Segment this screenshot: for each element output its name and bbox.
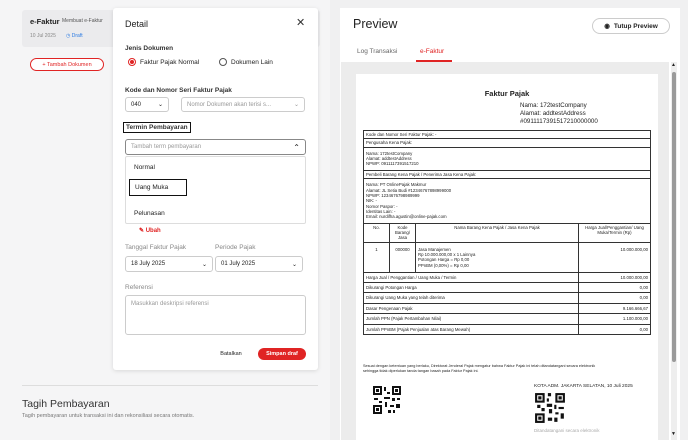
menu-item-pelunasan[interactable]: Pelunasan [134, 210, 165, 217]
close-preview-button[interactable] [592, 18, 670, 34]
close-preview-label: Tutup Preview [613, 22, 658, 30]
table-row [364, 242, 651, 272]
tanggal-value: 18 July 2025 [131, 261, 166, 267]
total-value: 0,00 [579, 283, 651, 293]
referensi-textarea[interactable]: Masukkan deskripsi referensi [125, 295, 306, 335]
jenis-label: Jenis Dokumen [125, 45, 174, 52]
periode-select[interactable] [215, 256, 303, 272]
pembeli-row: Pembeli Barang Kena Pajak / Penerima Jasa Kena Pajak: [364, 170, 651, 178]
buyer-paspor: Nomor Paspor: - [366, 203, 398, 209]
signed-note: Ditandatangani secara elektronik [534, 428, 600, 433]
pengusaha-row: Pengusaha Kena Pajak: [364, 139, 651, 147]
nomor-placeholder: Nomor Dokumen akan terisi s... [187, 101, 272, 108]
chevron-down-icon: ⌄ [201, 261, 207, 268]
menu-item-normal[interactable]: Normal [134, 164, 155, 171]
tanggal-select[interactable] [125, 256, 213, 272]
chevron-down-icon: ⌄ [157, 102, 163, 108]
close-icon[interactable]: ✕ [296, 17, 306, 29]
total-label: Jumlah PPN (Pajak Pertambahan Nilai) [364, 314, 579, 324]
col-nama: Nama Barang Kena Pajak / Jasa Kena Pajak [416, 223, 579, 242]
menu-item-uang-muka[interactable]: Uang Muka [129, 179, 187, 196]
nomor-dokumen-select[interactable] [181, 97, 305, 112]
item-kode: 000000 [390, 242, 416, 272]
item-nama-line: PPnBM (0,00%) = Rp 0,00 [418, 262, 469, 268]
ubah-link[interactable] [139, 227, 161, 234]
sign-place: KOTA ADM. JAKARTA SELATAN, 10 Juli 2025 [534, 384, 633, 389]
clock-icon: ◷ [66, 33, 72, 39]
termin-label: Termin Pembayaran [123, 122, 191, 133]
chevron-up-icon: ⌃ [293, 142, 300, 152]
col-kode: Kode Barang/ Jasa [390, 223, 416, 242]
col-no: No. [364, 223, 390, 242]
kode-value: 040 [131, 101, 142, 108]
efaktur-date: 10 Jul 2025 [30, 33, 56, 39]
buyer-info [364, 179, 651, 224]
total-value: 1.100.000,00 [579, 314, 651, 324]
preview-title: Preview [353, 17, 398, 31]
pkp-alamat: Alamat: addtestAddress [366, 156, 412, 162]
panel-title: Detail [125, 19, 149, 29]
scroll-up-icon[interactable]: ▲ [671, 62, 676, 68]
header-nama: Nama: 172testCompany [520, 102, 587, 109]
faktur-header-info [520, 102, 598, 125]
tab-efaktur[interactable]: e-Faktur [420, 48, 445, 55]
radio-unchecked-icon [219, 58, 227, 66]
status-badge [66, 33, 83, 39]
pkp-info [364, 147, 651, 170]
buyer-email: Email: nurdifha.agustin@online-pajak.com [366, 214, 447, 220]
eye-icon: ◉ [604, 23, 610, 30]
item-harga: 10.000.000,00 [579, 242, 651, 272]
termin-placeholder: Tambah term pembayaran [131, 144, 202, 150]
item-nama-line: Rp 10.000.000,00 x 1 Lainnya [418, 252, 476, 258]
add-document-button[interactable]: + Tambah Dokumen [30, 58, 104, 71]
save-draft-button[interactable]: Simpan draf [258, 348, 306, 360]
pkp-npwp: NPWP: 0911117391517210 [366, 161, 419, 167]
item-nama [416, 242, 579, 272]
qr-code-icon [534, 392, 566, 424]
cancel-button[interactable]: Batalkan [220, 351, 242, 357]
buyer-alamat: Alamat: JL Setia Budi #12346767898999000 [366, 187, 452, 193]
item-nama-line: Jasa Manajemen [418, 246, 451, 252]
efaktur-subtitle: Membuat e-Faktur [62, 18, 103, 24]
total-label: Dikurangi Potongan Harga [364, 283, 579, 293]
kode-label: Kode dan Nomor Seri Faktur Pajak [125, 87, 232, 94]
scroll-down-icon[interactable]: ▼ [671, 431, 676, 437]
chevron-down-icon: ⌄ [293, 102, 299, 108]
total-label: Dikurangi Uang Muka yang telah diterima [364, 293, 579, 303]
periode-value: 01 July 2025 [221, 261, 256, 267]
total-value: 0,00 [579, 324, 651, 334]
kode-select[interactable] [125, 97, 169, 112]
total-value: 0,00 [579, 293, 651, 303]
scrollbar[interactable] [671, 62, 677, 440]
ubah-label: Ubah [145, 228, 161, 234]
buyer-npwp: NPWP: 1234676798989999 [366, 192, 420, 198]
termin-dropdown-menu [125, 156, 306, 224]
radio-checked-icon [128, 58, 136, 66]
total-label: Harga Jual / Penggantian / Uang Muka / Termin [364, 272, 579, 282]
divider [22, 385, 318, 386]
pkp-nama: Nama: 172testCompany [366, 150, 413, 156]
faktur-paper [356, 74, 658, 440]
buyer-identitas: Identitas Lain: - [366, 208, 396, 214]
buyer-nik: NIK: - [366, 198, 377, 204]
referensi-label: Referensi [125, 284, 153, 291]
buyer-nama: Nama: PT OnlinePajak Makmur [366, 182, 427, 188]
section-title: Tagih Pembayaran [22, 398, 110, 410]
radio-label: Faktur Pajak Normal [140, 58, 200, 66]
termin-select[interactable] [125, 139, 306, 155]
total-label: Dasar Pengenaan Pajak [364, 303, 579, 313]
section-subtitle: Tagih pembayaran untuk transaksi ini dan rekonsiliasi secara otomatis. [22, 413, 195, 419]
total-value: 9.166.666,67 [579, 303, 651, 313]
tab-log-transaksi[interactable]: Log Transaksi [357, 48, 398, 55]
detail-panel [113, 8, 318, 370]
tanggal-label: Tanggal Faktur Pajak [125, 244, 187, 251]
status-text: Draft [71, 33, 83, 39]
radio-dokumen-lain[interactable] [219, 58, 273, 66]
total-label: Jumlah PPnBM (Pajak Penjualan atas Barang Mewah) [364, 324, 579, 334]
header-npwp: #0911117391517210000000 [520, 117, 598, 125]
scrollbar-thumb[interactable] [672, 72, 676, 362]
efaktur-title: e-Faktur [30, 17, 60, 26]
edit-icon: ✎ [139, 228, 146, 234]
radio-faktur-normal[interactable] [128, 58, 199, 66]
total-value: 10.000.000,00 [579, 272, 651, 282]
chevron-down-icon: ⌄ [291, 261, 297, 268]
col-harga: Harga Jual/Penggantian/ Uang Muka/Termin (Rp) [579, 223, 651, 242]
qr-code-icon [372, 385, 402, 415]
item-nama-line: Potongan Harga = Rp 0,00 [418, 257, 470, 263]
periode-label: Periode Pajak [215, 244, 256, 251]
footnote: Sesuai dengan ketentuan yang berlaku, Direktorat Jenderal Pajak mengatur bahwa Faktur Pajak ini telah ditandatangani secara elektronik sehingga tidak diperlukan tanda tangan basah pada Faktur Pajak ini. [363, 364, 596, 373]
item-no: 1 [364, 242, 390, 272]
radio-label: Dokumen Lain [231, 58, 273, 66]
header-alamat: Alamat: addtestAddress [520, 109, 586, 117]
kode-row: Kode dan Nomor Seri Faktur Pajak: - [364, 131, 651, 139]
faktur-heading: Faktur Pajak [484, 89, 530, 98]
faktur-table [363, 130, 651, 335]
